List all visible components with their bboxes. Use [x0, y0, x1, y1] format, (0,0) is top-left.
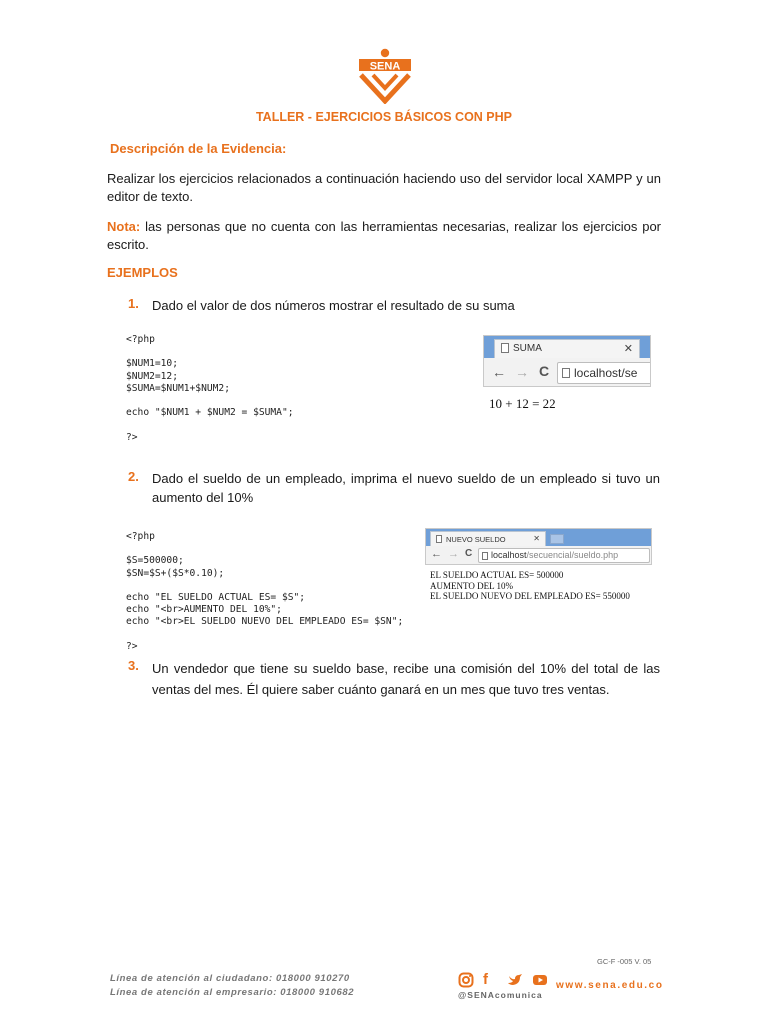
reload-icon[interactable]: C: [539, 363, 550, 379]
item-1-browser: [483, 335, 651, 387]
item-3-number: 3.: [128, 658, 139, 673]
forward-arrow-icon[interactable]: →: [515, 364, 529, 380]
description-paragraph: Realizar los ejercicios relacionados a continuación haciendo uso del servidor local XAMPP y un editor de texto.: [107, 171, 661, 204]
browser-nav-bar: [484, 358, 650, 387]
back-arrow-icon[interactable]: ←: [431, 548, 442, 560]
browser-tab[interactable]: [494, 339, 640, 358]
note-paragraph: [107, 218, 661, 254]
new-tab-button[interactable]: [550, 534, 564, 544]
item-3-text: Un vendedor que tiene su sueldo base, recibe una comisión del 10% del total de las ventas del mes. Él quiere saber cuánto ganará en un mes que tuvo tres ventas.: [152, 661, 660, 697]
note-label: Nota:: [107, 219, 141, 234]
business-support-line: Línea de atención al empresario: 018000 910682: [110, 987, 355, 998]
item-1-text: Dado el valor de dos números mostrar el resultado de su suma: [152, 298, 515, 313]
tab-title: SUMA: [513, 343, 542, 354]
forward-arrow-icon[interactable]: →: [448, 548, 459, 560]
item-2-text: Dado el sueldo de un empleado, imprima el nuevo sueldo de un empleado si tuvo un aumento del 10%: [152, 471, 660, 505]
item-2-number: 2.: [128, 469, 139, 484]
document-code: GC-F -005 V. 05: [597, 957, 652, 966]
document-title: TALLER - EJERCICIOS BÁSICOS CON PHP: [255, 110, 513, 124]
back-arrow-icon[interactable]: ←: [492, 364, 506, 380]
url-bar[interactable]: [478, 548, 650, 563]
website-link[interactable]: www.sena.edu.co: [556, 980, 664, 991]
item-1-number: 1.: [128, 296, 139, 311]
browser-tab[interactable]: [430, 531, 546, 546]
sena-logo: [356, 46, 414, 104]
page-icon: [482, 552, 488, 560]
item-2-code: <?php $S=500000; $SN=$S+($S*0.10); echo "EL SUELDO ACTUAL ES= $S"; echo "<br>AUMENTO DEL 10%"; echo "<br>EL SUELDO NUEVO DEL EMPLEADO ES= $SN"; ?>: [126, 531, 404, 652]
item-1-code: <?php $NUM1=10; $NUM2=12; $SUMA=$NUM1+$NUM2; echo "$NUM1 + $NUM2 = $SUMA"; ?>: [126, 334, 294, 443]
social-handle: @SENAcomunica: [458, 990, 543, 1000]
url-path: /secuencial/sueldo.php: [526, 550, 619, 560]
youtube-icon[interactable]: [532, 972, 548, 988]
examples-heading: EJEMPLOS: [107, 265, 178, 280]
browser-tab-bar: [426, 529, 651, 546]
page-icon: [436, 535, 442, 543]
logo-text: SENA: [369, 60, 401, 73]
url-bar[interactable]: [557, 362, 651, 384]
page-icon: [501, 343, 509, 353]
item-2-browser: [425, 528, 652, 565]
description-heading: Descripción de la Evidencia:: [110, 141, 287, 156]
url-text: localhost/se: [574, 366, 638, 380]
note-text: las personas que no cuenta con las herramientas necesarias, realizar los ejercicios por escrito.: [107, 219, 661, 252]
close-icon[interactable]: ✕: [533, 534, 540, 543]
tab-title: NUEVO SUELDO: [446, 535, 506, 544]
page-icon: [562, 368, 570, 378]
browser-tab-bar: [484, 336, 650, 358]
facebook-icon[interactable]: f: [483, 971, 488, 988]
reload-icon[interactable]: C: [465, 548, 473, 559]
item-2-output: EL SUELDO ACTUAL ES= 500000 AUMENTO DEL 10% EL SUELDO NUEVO DEL EMPLEADO ES= 550000: [430, 570, 630, 601]
item-1-output: 10 + 12 = 22: [489, 396, 556, 411]
instagram-icon[interactable]: [458, 972, 474, 988]
twitter-icon[interactable]: [507, 972, 523, 988]
browser-nav-bar: [426, 546, 651, 565]
citizen-support-line: Línea de atención al ciudadano: 018000 910270: [110, 973, 350, 984]
close-icon[interactable]: ✕: [623, 343, 633, 355]
url-host: localhost: [491, 550, 527, 560]
